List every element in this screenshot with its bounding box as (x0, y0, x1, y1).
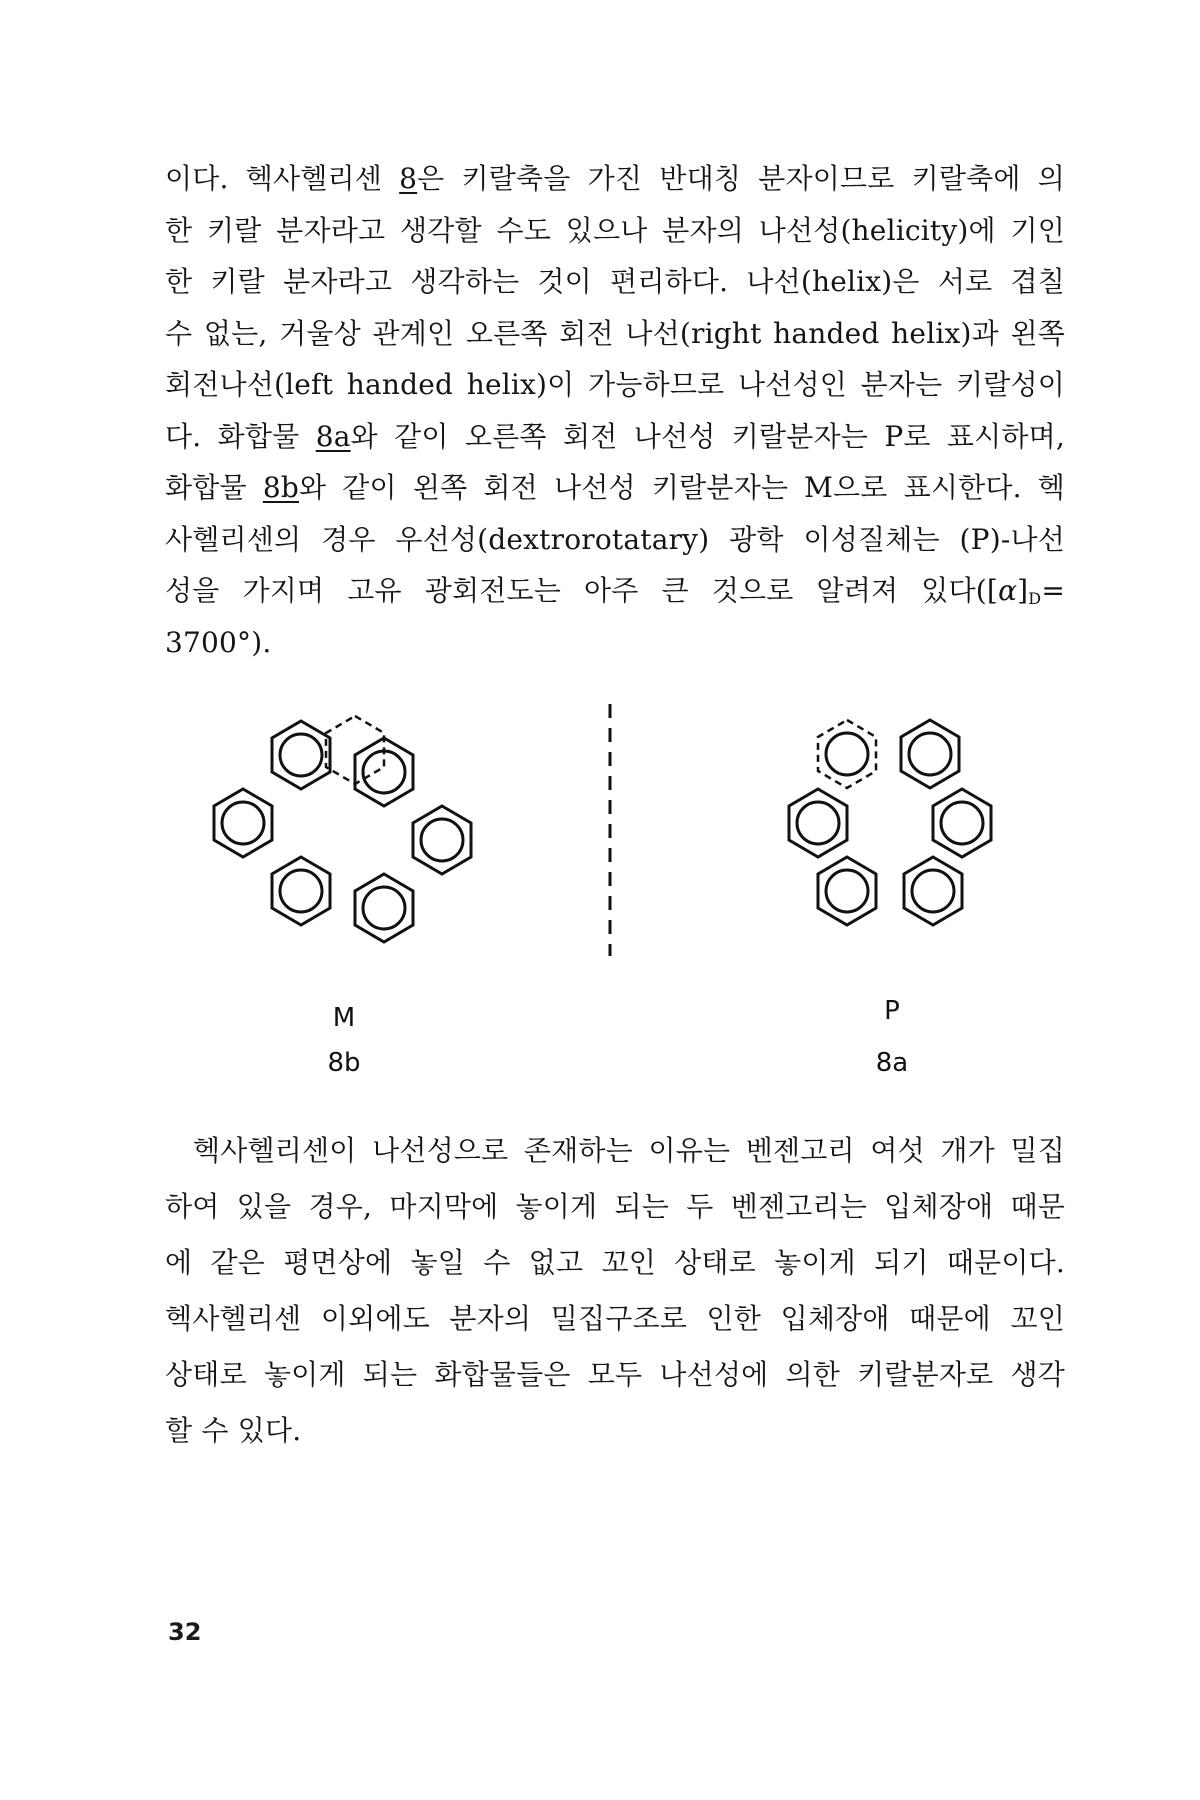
compound-ref: 8a (315, 419, 351, 453)
compound-ref: 8 (399, 162, 418, 195)
compound-label-8b: 8b (327, 1048, 361, 1078)
text-line: 한 키랄 분자라고 생각할 수도 있으나 분자의 나선성(helicity)에 기인 (165, 213, 1065, 247)
text-line: 다. 화합물 8a와 같이 오른쪽 회전 나선성 키랄분자는 P로 표시하며, (165, 419, 1065, 453)
paragraph-helicity-reason (165, 1132, 1065, 1468)
text-line: 이다. 헥사헬리센 8은 키랄축을 가진 반대칭 분자이므로 키랄축에 의 (165, 162, 1065, 195)
alpha-symbol: α (998, 574, 1018, 607)
page-number: 32 (168, 1618, 202, 1646)
hexahelicene-m-structure (195, 700, 495, 990)
text-line: 3700°). (165, 625, 272, 659)
text-line: 사헬리센의 경우 우선성(dextrorotatary) 광학 이성질체는 (P)-나선 (165, 522, 1065, 556)
hexahelicene-p-structure (750, 700, 1050, 990)
compound-label-8a: 8a (875, 1048, 909, 1078)
text-line: 수 없는, 거울상 관계인 오른쪽 회전 나선(right handed helix)과 왼쪽 (165, 316, 1065, 350)
text-line: 한 키랄 분자라고 생각하는 것이 편리하다. 나선(helix)은 서로 겹칠 (165, 265, 1065, 298)
text-line: 상태로 놓이게 되는 화합물들은 모두 나선성에 의한 키랄분자로 생각 (165, 1358, 1065, 1391)
text-line: 에 같은 평면상에 놓일 수 없고 꼬인 상태로 놓이게 되기 때문이다. (165, 1246, 1065, 1279)
helix-label-p: P (884, 996, 900, 1026)
paragraph-hexahelicene-chirality (165, 160, 1065, 675)
text-line: 회전나선(left handed helix)이 가능하므로 나선성인 분자는 키랄성이 (165, 368, 1065, 401)
text-line: 헥사헬리센이 나선성으로 존재하는 이유는 벤젠고리 여섯 개가 밀집 (193, 1134, 1065, 1167)
subscript-d: D (1028, 589, 1042, 608)
text-line: 성을 가지며 고유 광회전도는 아주 큰 것으로 알려져 있다($[\alpha]_D=$ (165, 574, 1065, 608)
text-line: 헥사헬리센 이외에도 분자의 밀집구조로 인한 입체장애 때문에 꼬인 (165, 1302, 1065, 1335)
mirror-plane-line (600, 700, 620, 960)
helix-label-m: M (332, 1003, 356, 1033)
text-line: 화합물 8b와 같이 왼쪽 회전 나선성 키랄분자는 M으로 표시한다. 헥 (165, 471, 1065, 504)
compound-ref: 8b (262, 471, 299, 504)
text-line: 할 수 있다. (165, 1414, 302, 1447)
text-line: 하여 있을 경우, 마지막에 놓이게 되는 두 벤젠고리는 입체장애 때문 (165, 1190, 1065, 1223)
